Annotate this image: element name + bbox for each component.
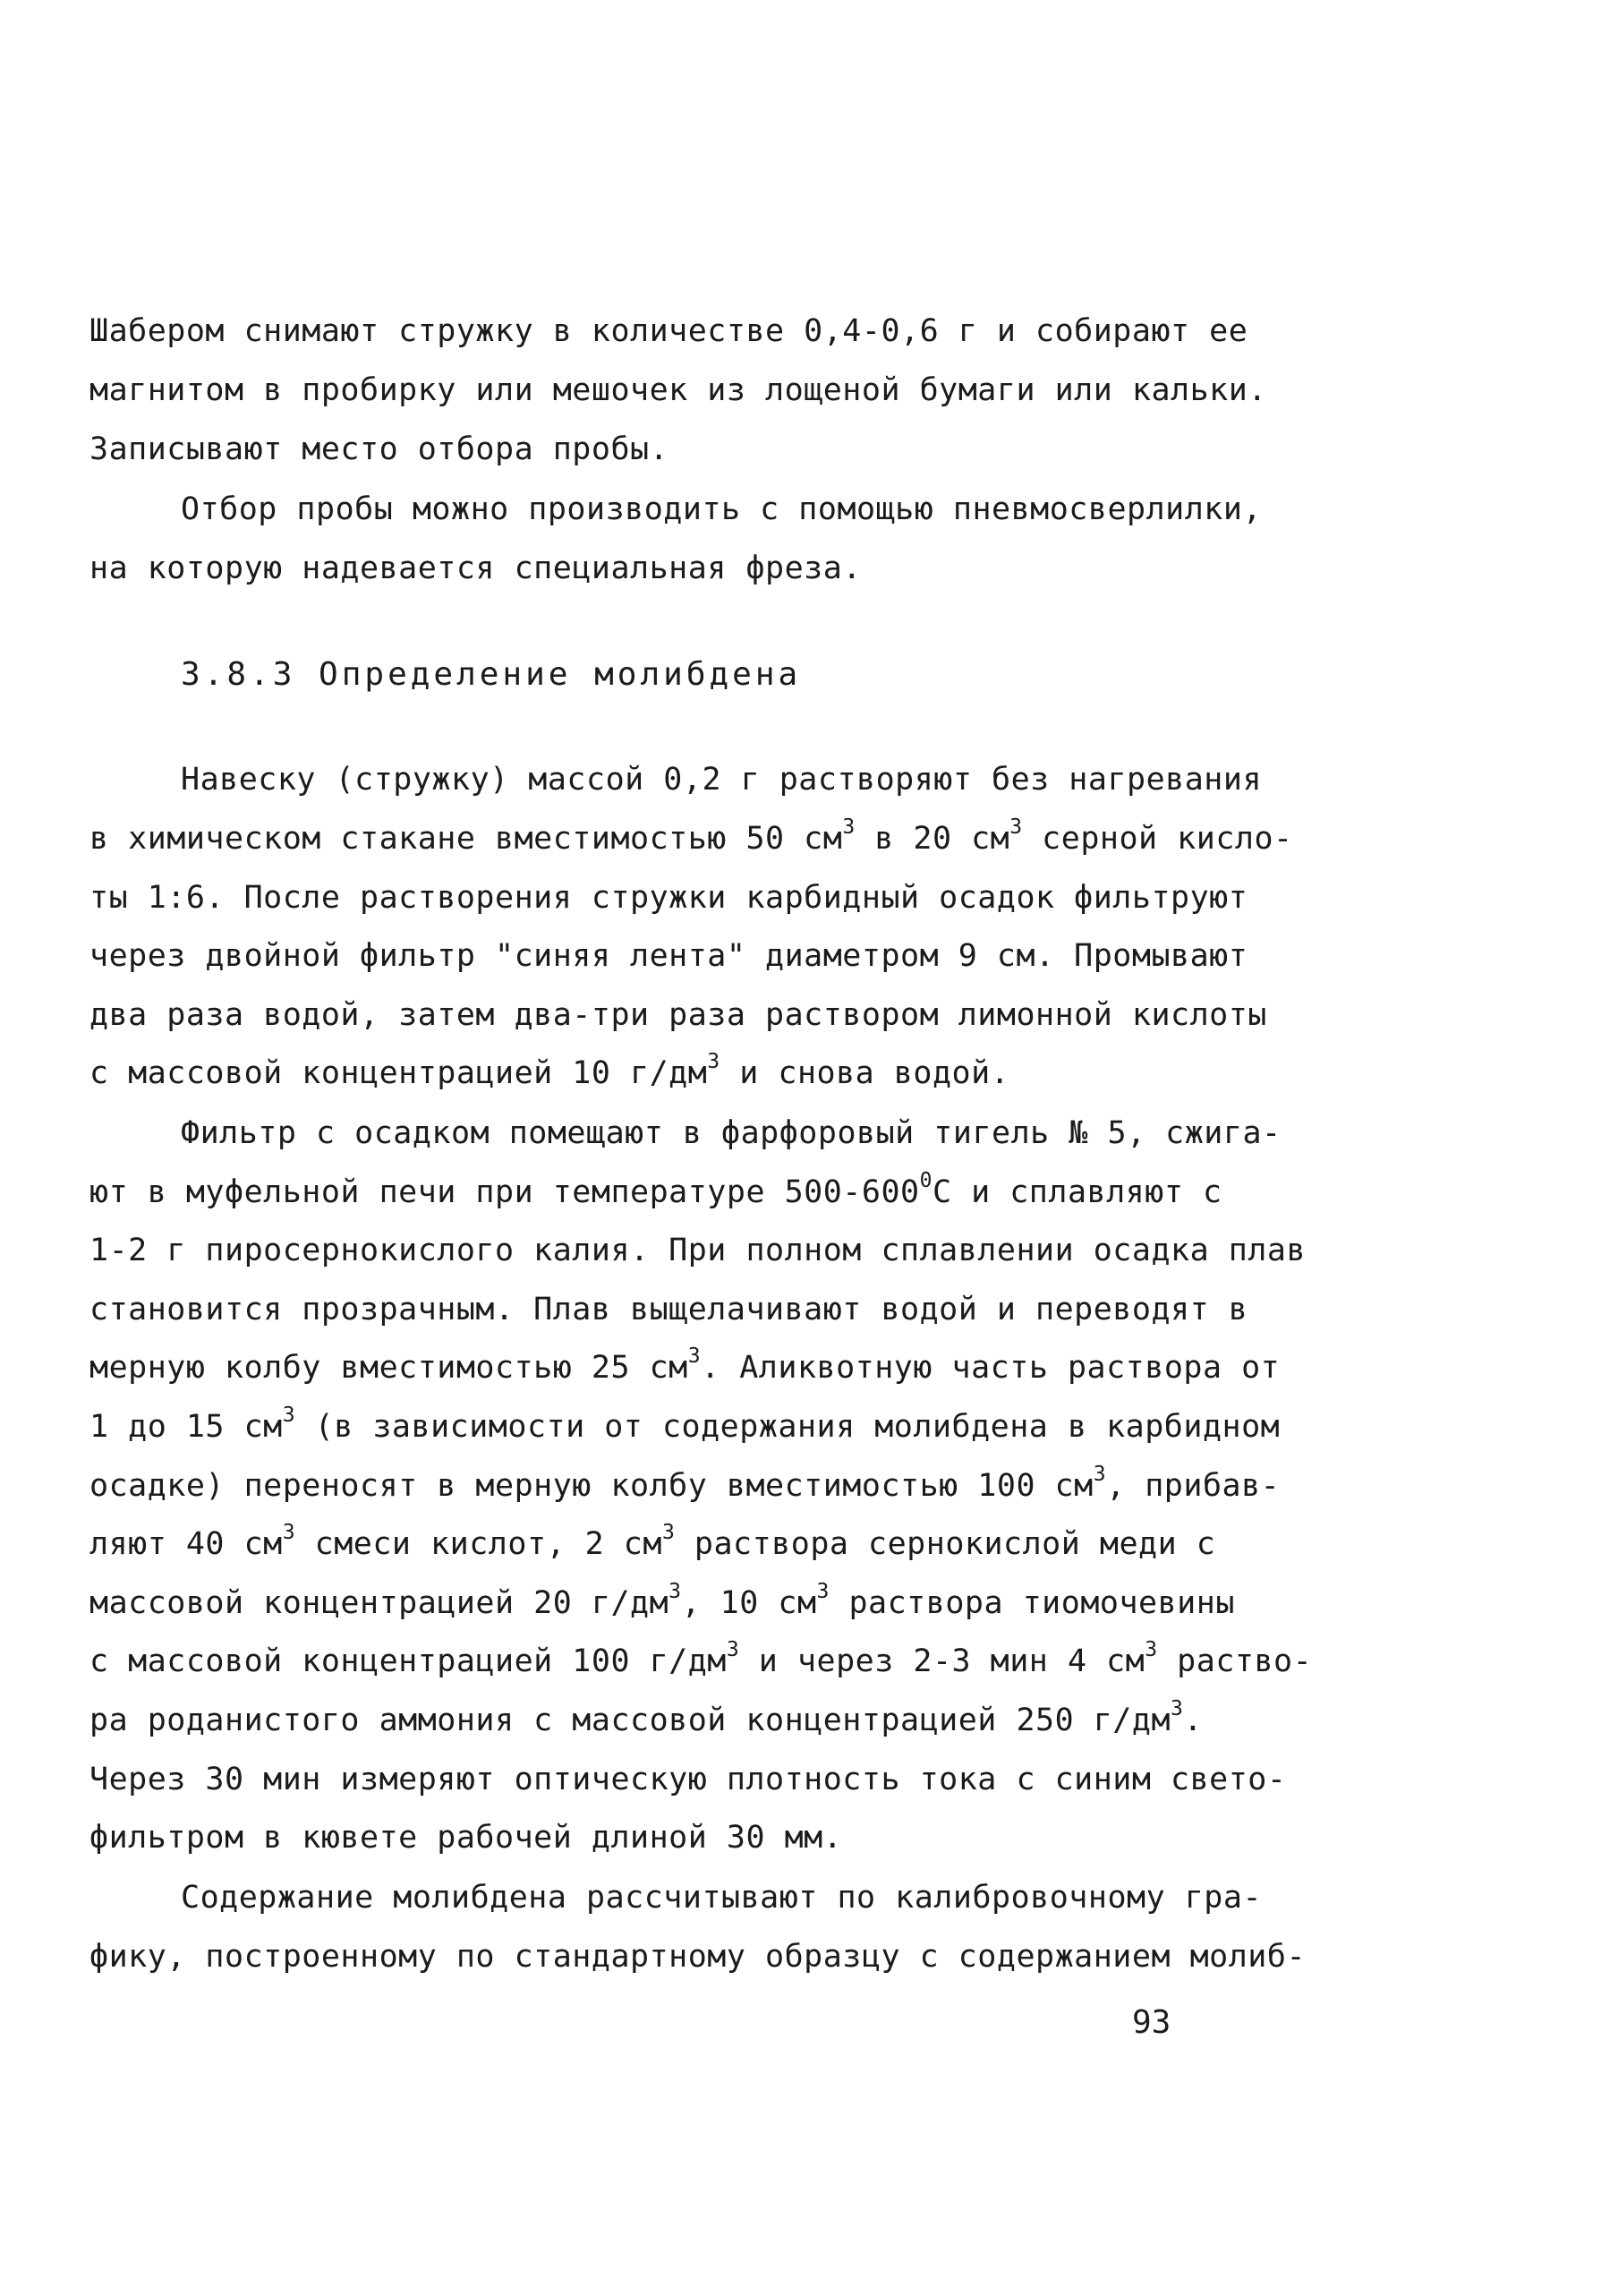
text-line: магнитом в пробирку или мешочек из лощеной бумаги или кальки. xyxy=(89,372,1267,408)
superscript: 3 xyxy=(282,1404,296,1428)
text-line: становится прозрачным. Плав выщелачивают водой и переводят в xyxy=(89,1292,1248,1327)
text-line: через двойной фильтр "синяя лента" диаметром 9 см. Промывают xyxy=(89,938,1248,974)
text-line: ра роданистого аммония с массовой концентрацией 250 $г/дм^3$. xyxy=(89,1697,1203,1738)
superscript: 3 xyxy=(687,1344,702,1369)
page-number: 93 xyxy=(1132,2004,1171,2041)
superscript: 3 xyxy=(282,1521,296,1545)
text-line: в химическом стакане вместимостью 50 $см^3$ в 20 $см^3$ серной кисло- xyxy=(89,815,1293,857)
text-line: Навеску (стружку) массой 0,2 г растворяют без нагревания xyxy=(181,762,1263,798)
text-line: ляют 40 $см^3$ смеси кислот, 2 $см^3$ раствора сернокислой меди с xyxy=(89,1521,1216,1562)
superscript: 3 xyxy=(842,815,856,840)
text-line: Отбор пробы можно производить с помощью пневмосверлилки, xyxy=(181,491,1263,527)
superscript: 3 xyxy=(1145,1638,1158,1662)
text-line: фику, построенному по стандартному образцу с содержанием молиб- xyxy=(89,1939,1307,1975)
text-line: 1-2 г пиросернокислого калия. При полном сплавлении осадка плав xyxy=(89,1233,1307,1268)
superscript: 3 xyxy=(669,1580,682,1604)
superscript: 3 xyxy=(1093,1463,1107,1487)
superscript: 3 xyxy=(707,1050,720,1074)
text-line: с массовой концентрацией 10 $г/дм^3$ и снова водой. xyxy=(89,1050,1010,1091)
superscript: 3 xyxy=(1009,815,1023,840)
text-line: Содержание молибдена рассчитывают по калибровочному гра- xyxy=(181,1880,1263,1916)
text-line: массовой концентрацией 20 $г/дм^3$, 10 $см^3$ раствора тиомочевины xyxy=(89,1580,1235,1621)
text-line: мерную колбу вместимостью 25 $см^3$. Аликвотную часть раствора от xyxy=(89,1344,1281,1386)
text-line: фильтром в кювете рабочей длиной 30 мм. xyxy=(89,1820,843,1856)
text-line: на которую надевается специальная фреза. xyxy=(89,551,862,586)
superscript: 3 xyxy=(726,1638,740,1662)
section-heading: 3.8.3 Определение молибдена xyxy=(181,656,802,693)
text-line: ты 1:6. После растворения стружки карбидный осадок фильтруют xyxy=(89,880,1248,916)
text-line: Записывают место отбора пробы. xyxy=(89,431,669,467)
text-line: Через 30 мин измеряют оптическую плотность тока с синим свето- xyxy=(89,1762,1287,1797)
text-line: осадке) переносят в мерную колбу вместимостью 100 $см^3$, прибав- xyxy=(89,1463,1281,1504)
superscript: 3 xyxy=(1171,1697,1184,1721)
text-line: с массовой концентрацией 100 $г/дм^3$ и через 2-3 мин 4 $см^3$ раство- xyxy=(89,1638,1313,1679)
text-line: Шабером снимают стружку в количестве 0,4-0,6 г и собирают ее xyxy=(89,313,1248,349)
text-line: 1 до 15 $см^3$ (в зависимости от содержания молибдена в карбидном xyxy=(89,1404,1281,1445)
superscript: 3 xyxy=(661,1521,676,1545)
text-line: ют в муфельной печи при температуре $500-600^0С$ и сплавляют с xyxy=(89,1169,1222,1210)
superscript: 0 xyxy=(919,1169,932,1193)
text-line: два раза водой, затем два-три раза раствором лимонной кислоты xyxy=(89,997,1267,1033)
text-line: Фильтр с осадком помещают в фарфоровый тигель № 5, сжига- xyxy=(181,1115,1282,1151)
superscript: 3 xyxy=(816,1580,830,1604)
